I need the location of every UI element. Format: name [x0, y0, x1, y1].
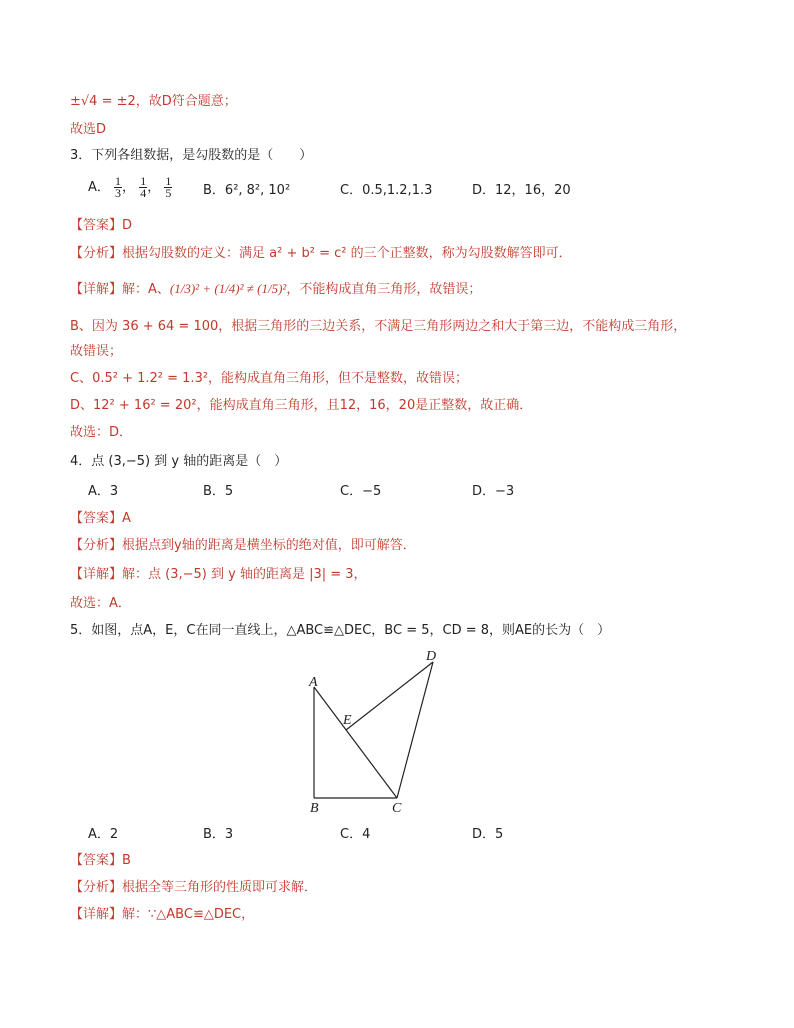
segment-ac — [314, 687, 397, 798]
fraction-one-fifth: $\frac{1}{5}$ — [165, 174, 172, 200]
vertex-label-c: C — [392, 801, 402, 816]
question-4-stem: 4．点 (3,−5) 到 y 轴的距离是（ ） — [70, 454, 288, 469]
question-4-conclusion: 故选：A． — [70, 596, 131, 611]
triangle-figure — [300, 645, 460, 820]
vertex-label-e: E — [343, 713, 352, 728]
question-5-option-b: B．3 — [203, 827, 234, 842]
vertex-label-a: A — [309, 675, 318, 690]
previous-conclusion: 故选D — [70, 122, 107, 137]
question-3-conclusion: 故选：D． — [70, 425, 133, 440]
question-3-detail-a: 【详解】解：A、(1/3)² + (1/4)² ≠ (1/5)²，不能构成直角三角形，故错误； — [70, 281, 482, 297]
question-3-stem: 3．下列各组数据，是勾股数的是（ ） — [70, 148, 313, 163]
question-3-option-c: C．0.5,1.2,1.3 — [340, 183, 433, 198]
question-4-analysis: 【分析】根据点到y轴的距离是横坐标的绝对值，即可解答． — [70, 538, 416, 553]
question-4-option-b: B．5 — [203, 484, 234, 499]
option-a-label: A． — [88, 180, 110, 195]
question-4-option-c: C．−5 — [340, 484, 382, 499]
question-3-detail-b-cont: 故错误； — [70, 344, 123, 359]
question-3-detail-d: D、12² + 16² = 20²，能构成直角三角形，且12，16，20是正整数，故正确． — [70, 398, 533, 413]
question-3-analysis: 【分析】根据勾股数的定义：满足 a² + b² = c² 的三个正整数，称为勾股数解答即可． — [70, 246, 572, 261]
question-3-option-d: D．12，16，20 — [472, 183, 571, 198]
question-3-option-b: B．6², 8², 10² — [203, 183, 291, 198]
fraction-one-third: $\frac{1}{3}$ — [115, 174, 122, 200]
question-3-detail-b: B、因为 36 + 64 = 100，根据三角形的三边关系，不满足三角形两边之和大于第三边，不能构成三角形， — [70, 319, 687, 334]
question-3-option-a: A． $\frac{1}{3}$ ， $\frac{1}{4}$ ， $\frac{1}{5}$ — [88, 174, 172, 200]
question-5-option-c: C．4 — [340, 827, 371, 842]
question-4-option-a: A．3 — [88, 484, 119, 499]
question-5-stem: 5．如图，点A，E，C在同一直线上，△ABC≌△DEC，BC = 5，CD = 8，则AE的长为（ ） — [70, 623, 611, 638]
vertex-label-b: B — [310, 801, 319, 816]
previous-solution-line: ±√4 = ±2，故D符合题意； — [70, 94, 237, 109]
segment-ed — [346, 662, 433, 730]
question-3-detail-c: C、0.5² + 1.2² = 1.3²，能构成直角三角形，但不是整数，故错误； — [70, 371, 469, 386]
question-5-answer: 【答案】B — [70, 853, 131, 868]
question-4-answer: 【答案】A — [70, 511, 131, 526]
question-5-detail: 【详解】解：∵△ABC≌△DEC， — [70, 907, 255, 922]
question-5-option-d: D．5 — [472, 827, 504, 842]
question-3-answer: 【答案】D — [70, 218, 133, 233]
question-4-detail: 【详解】解：点 (3,−5) 到 y 轴的距离是 |3| = 3， — [70, 567, 367, 582]
question-5-analysis: 【分析】根据全等三角形的性质即可求解． — [70, 880, 318, 895]
fraction-one-fourth: $\frac{1}{4}$ — [140, 174, 147, 200]
vertex-label-d: D — [426, 649, 437, 664]
question-4-option-d: D．−3 — [472, 484, 515, 499]
question-5-option-a: A．2 — [88, 827, 119, 842]
segment-cd — [397, 662, 433, 798]
